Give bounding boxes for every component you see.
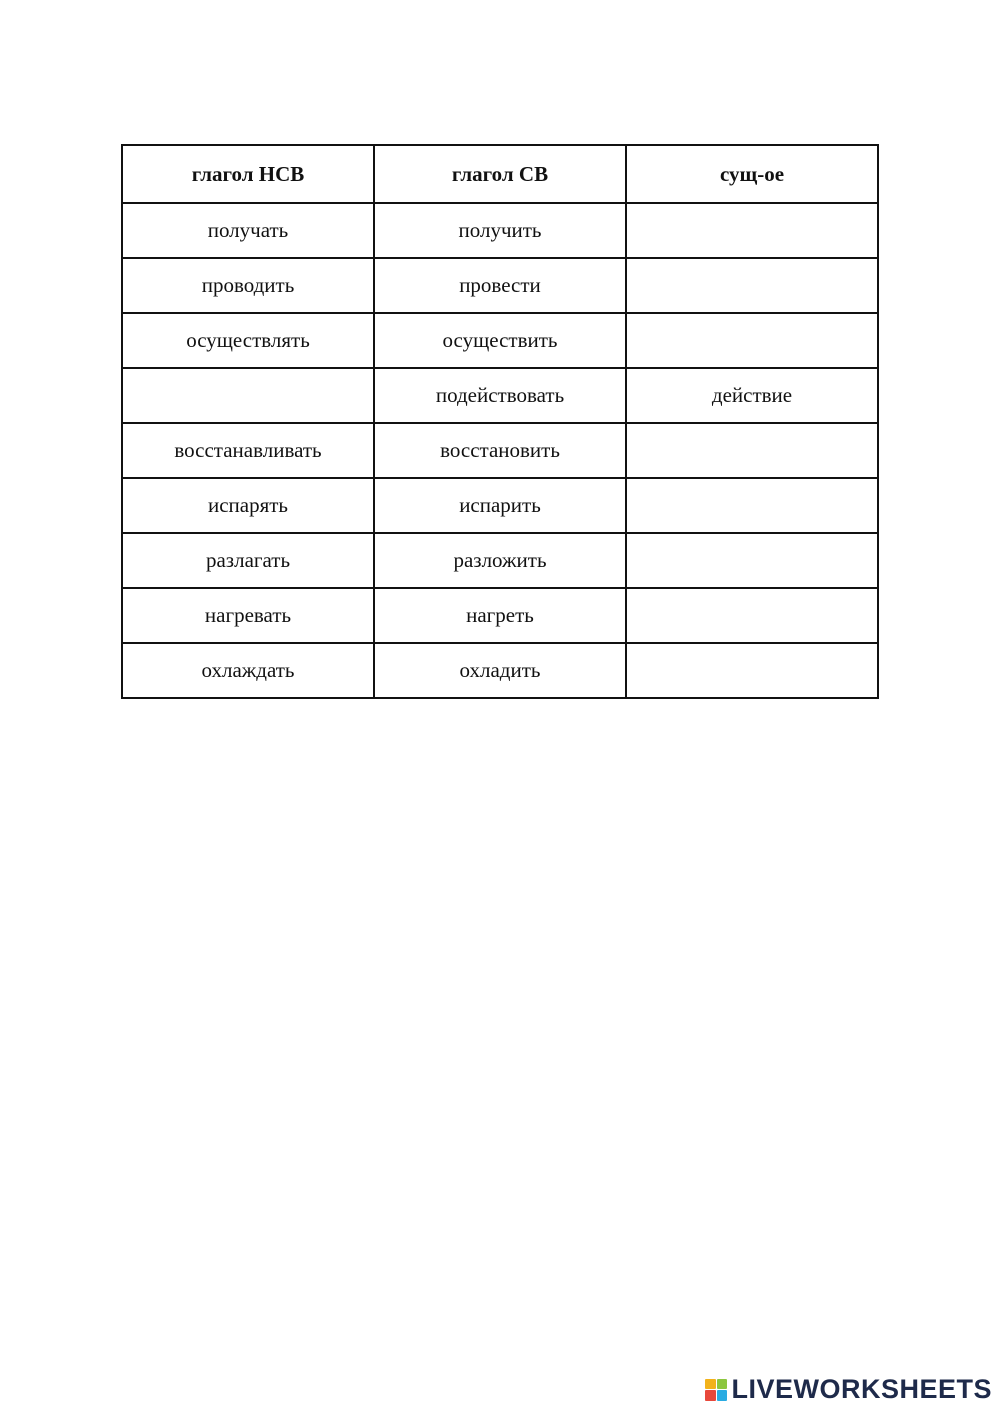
table-row — [122, 368, 878, 423]
table-row — [122, 643, 878, 698]
cell-sv: нагреть — [374, 588, 626, 643]
cell-sv: провести — [374, 258, 626, 313]
header-nsv: глагол НСВ — [122, 145, 374, 203]
answer-input-noun[interactable] — [627, 589, 877, 642]
brand-text: LIVEWORKSHEETS — [731, 1374, 992, 1404]
liveworksheets-logo-icon — [705, 1379, 727, 1401]
cell-nsv: охлаждать — [122, 643, 374, 698]
cell-sv: испарить — [374, 478, 626, 533]
cell-nsv: испарять — [122, 478, 374, 533]
cell-noun — [626, 423, 878, 478]
header-sv: глагол СВ — [374, 145, 626, 203]
answer-input-noun[interactable] — [627, 314, 877, 367]
cell-sv: разложить — [374, 533, 626, 588]
cell-noun — [626, 313, 878, 368]
answer-input-noun[interactable] — [627, 534, 877, 587]
cell-noun — [626, 258, 878, 313]
cell-sv: осуществить — [374, 313, 626, 368]
cell-noun — [626, 533, 878, 588]
cell-sv: подействовать — [374, 368, 626, 423]
verb-aspect-table — [121, 144, 879, 699]
table-row — [122, 423, 878, 478]
cell-noun — [626, 478, 878, 533]
answer-input-noun[interactable] — [627, 424, 877, 477]
cell-noun — [626, 643, 878, 698]
table-header — [122, 145, 878, 203]
cell-sv: восстановить — [374, 423, 626, 478]
table-body — [122, 203, 878, 698]
answer-input-noun[interactable] — [627, 479, 877, 532]
cell-sv: получить — [374, 203, 626, 258]
header-row — [122, 145, 878, 203]
cell-nsv — [122, 368, 374, 423]
table-row — [122, 588, 878, 643]
cell-nsv: нагревать — [122, 588, 374, 643]
cell-nsv: проводить — [122, 258, 374, 313]
table-row — [122, 478, 878, 533]
table-row — [122, 313, 878, 368]
cell-nsv: восстанавливать — [122, 423, 374, 478]
answer-input-nsv[interactable] — [123, 369, 373, 422]
table-row — [122, 533, 878, 588]
answer-input-noun[interactable] — [627, 644, 877, 697]
liveworksheets-brand — [705, 1374, 992, 1405]
cell-nsv: осуществлять — [122, 313, 374, 368]
cell-nsv: получать — [122, 203, 374, 258]
header-noun: сущ-ое — [626, 145, 878, 203]
answer-input-noun[interactable] — [627, 204, 877, 257]
cell-noun: действие — [626, 368, 878, 423]
cell-nsv: разлагать — [122, 533, 374, 588]
cell-noun — [626, 203, 878, 258]
answer-input-noun[interactable] — [627, 259, 877, 312]
table-row — [122, 258, 878, 313]
cell-noun — [626, 588, 878, 643]
cell-sv: охладить — [374, 643, 626, 698]
table-row — [122, 203, 878, 258]
